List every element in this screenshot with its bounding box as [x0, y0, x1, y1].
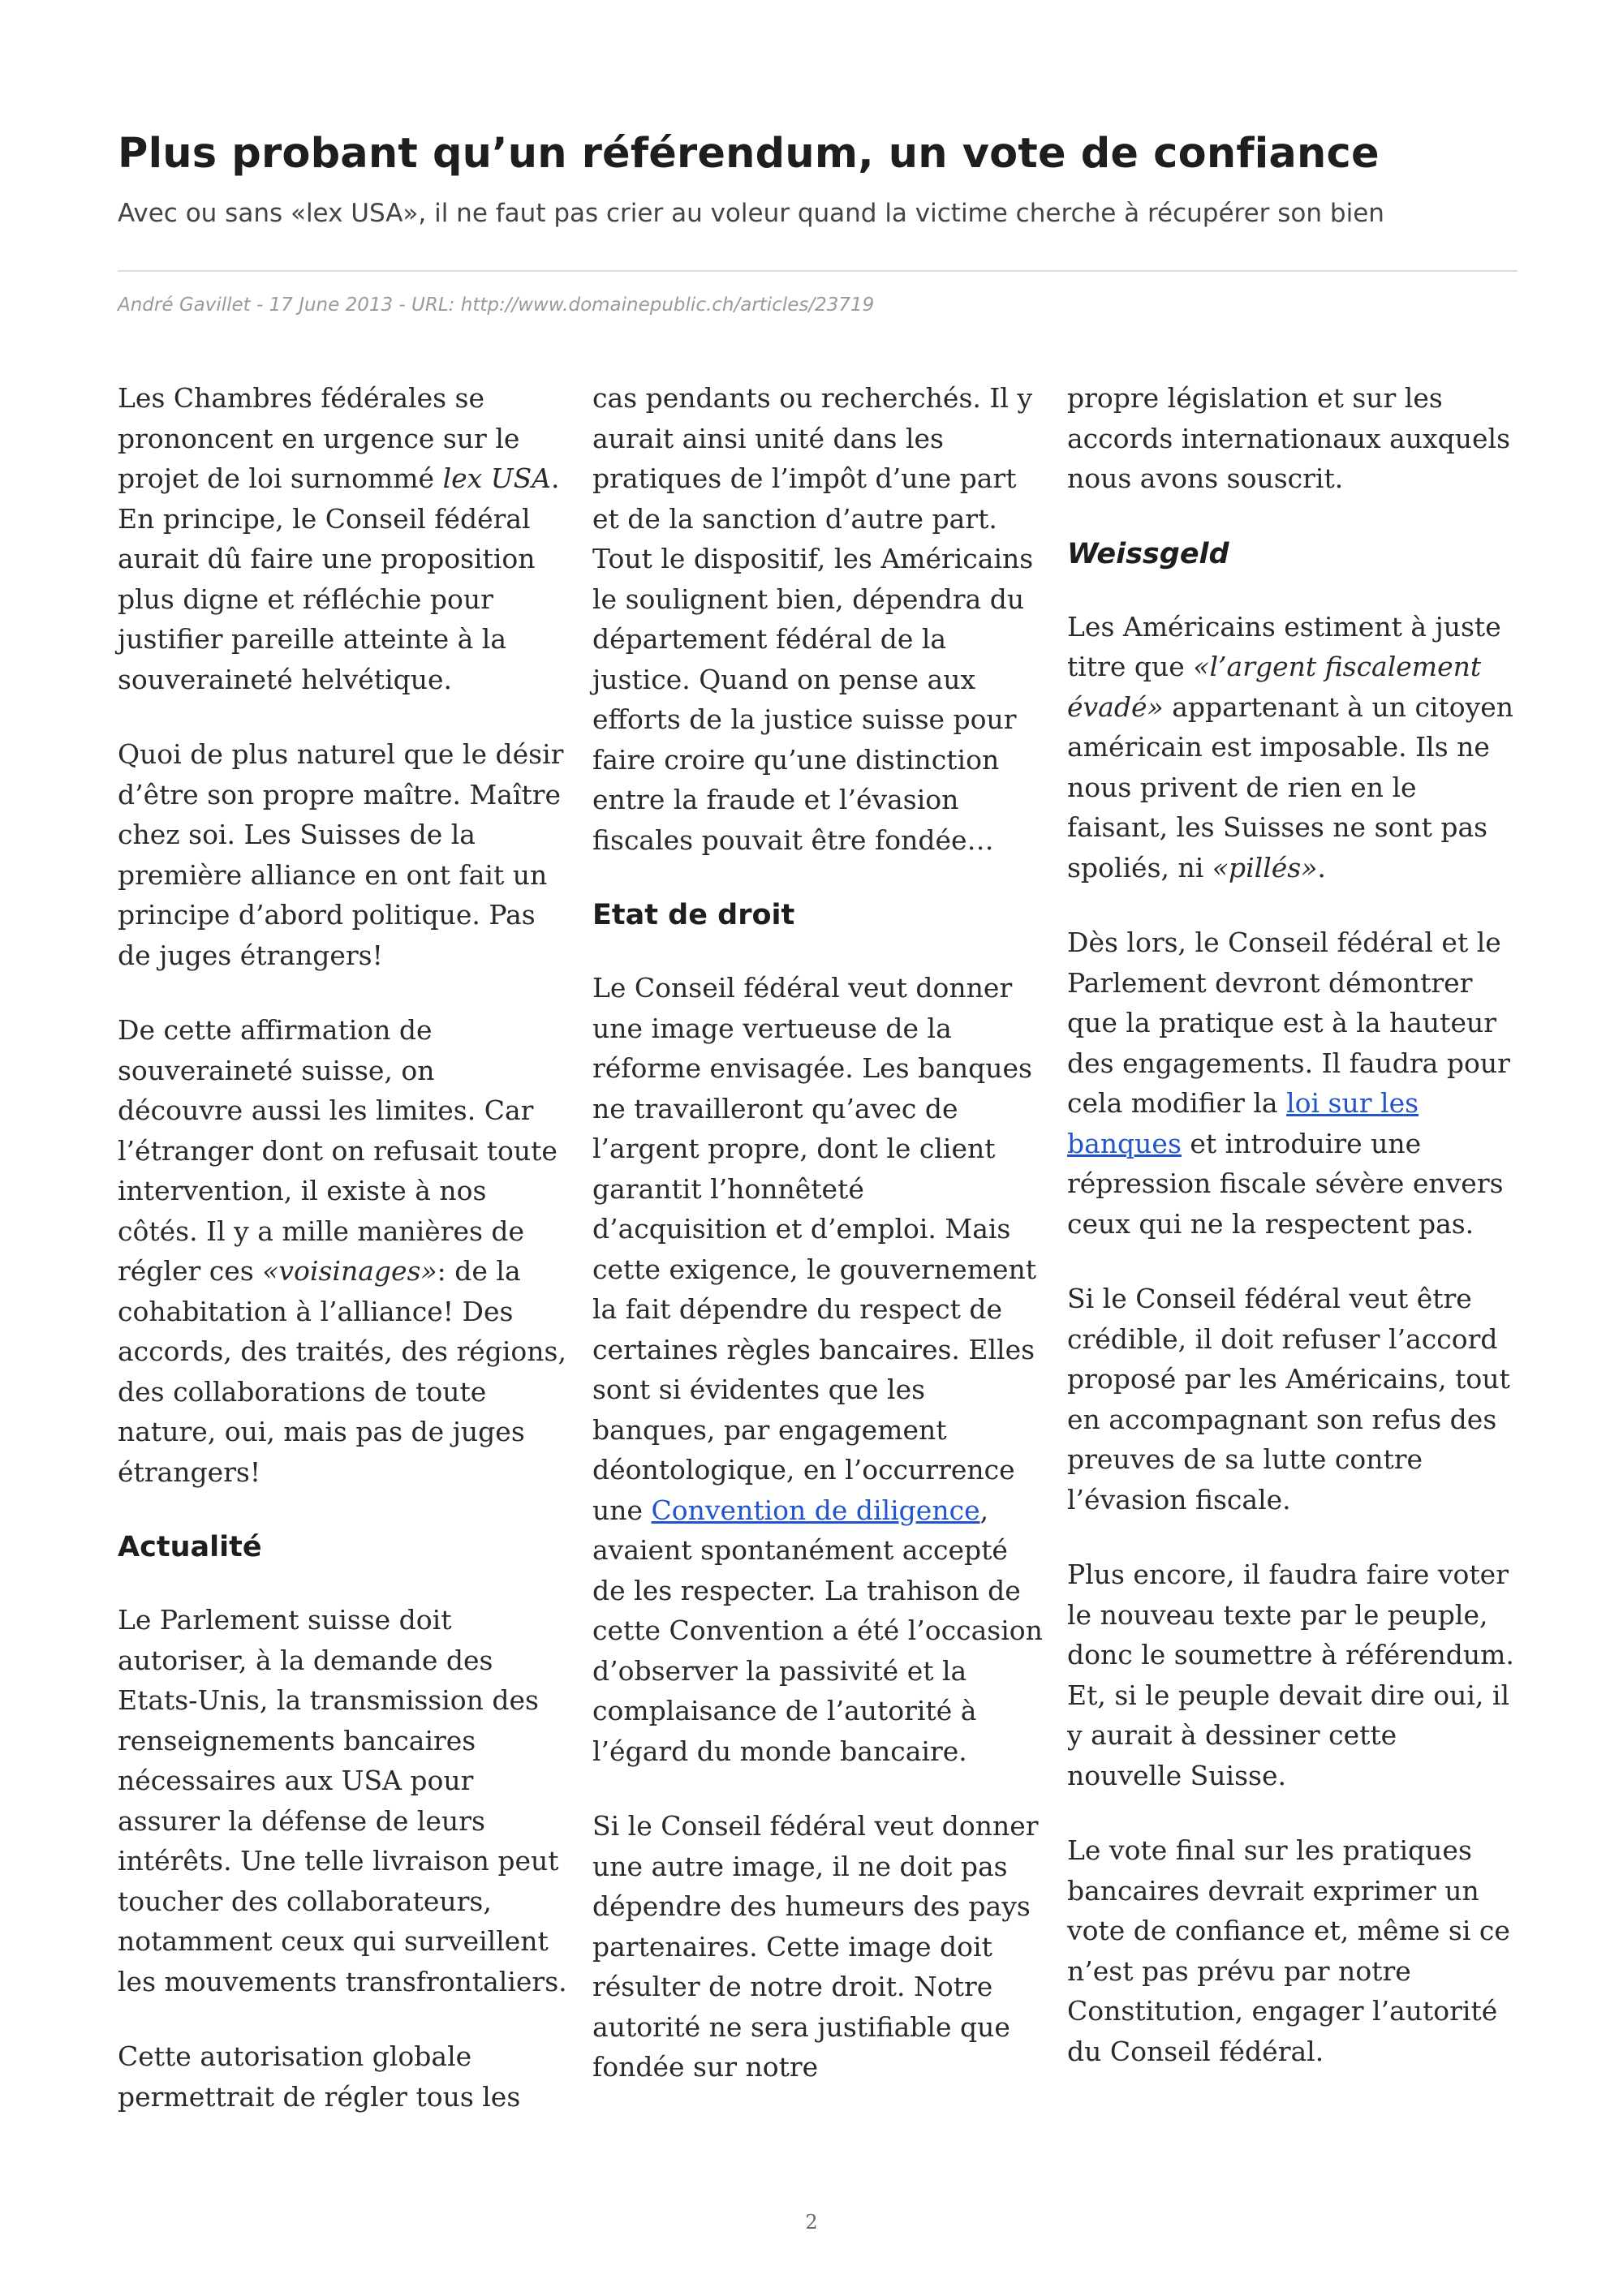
article-subtitle: Avec ou sans «lex USA», il ne faut pas crier au voleur quand la victime cherche à récupérer son bien	[118, 199, 1384, 228]
page-number: 2	[805, 2211, 818, 2234]
section-heading-weissgeld: Weissgeld	[1067, 537, 1229, 570]
column-2	[592, 378, 1043, 2152]
section-heading-actualite: Actualité	[118, 1531, 262, 1563]
section-heading-etat-de-droit: Etat de droit	[592, 899, 795, 931]
header-divider	[118, 270, 1518, 272]
paragraph: Les Américains estiment à juste titre que «l’argent fiscalement évadé» appartenant à un citoyen américain est imposable. Ils ne nous privent de rien en le faisant, les Suisses ne sont pas spoliés, ni «pillés».	[1067, 610, 1514, 884]
article-body	[118, 378, 1518, 2152]
paragraph: Quoi de plus naturel que le désir d’être son propre maître. Maître chez soi. Les Suisses de la première alliance en ont fait un principe d’abord politique. Pas de juges étrangers!	[118, 738, 564, 971]
paragraph: Cette autorisation globale permettrait de régler tous les	[118, 2040, 521, 2113]
emphasis: lex USA	[442, 462, 552, 494]
link-loi-sur-les-banques[interactable]: loi sur les banques	[1067, 1087, 1419, 1159]
emphasis: «voisinages»	[262, 1255, 437, 1287]
emphasis: «l’argent fiscalement évadé»	[1067, 651, 1482, 723]
paragraph: Dès lors, le Conseil fédéral et le Parlement devront démontrer que la pratique est à la hauteur des engagements. Il faudra pour cela modifier la loi sur les banques et introduire une répression fiscale sévère envers ceux qui ne la respectent pas.	[1067, 927, 1510, 1240]
paragraph: Plus encore, il faudra faire voter le nouveau texte par le peuple, donc le soumettre à référendum. Et, si le peuple devait dire oui, il y aurait à dessiner cette nouvelle Suisse.	[1067, 1559, 1514, 1791]
document-page	[118, 0, 1518, 2296]
paragraph: Le Parlement suisse doit autoriser, à la demande des Etats-Unis, la transmission des renseignements bancaires nécessaires aux USA pour assurer la défense de leurs intérêts. Une telle livraison peut toucher des collaborateurs, notamment ceux qui surveillent les mouvements transfrontaliers.	[118, 1604, 567, 1997]
paragraph: Les Chambres fédérales se prononcent en urgence sur le projet de loi surnommé lex USA. En principe, le Conseil fédéral aurait dû faire une proposition plus digne et réfléchie pour justifier pareille atteinte à la souveraineté helvétique.	[118, 382, 560, 695]
paragraph: Le vote final sur les pratiques bancaires devrait exprimer un vote de confiance et, même si ce n’est pas prévu par notre Constitution, engager l’autorité du Conseil fédéral.	[1067, 1834, 1510, 2067]
paragraph: propre législation et sur les accords internationaux auxquels nous avons souscrit.	[1067, 382, 1511, 494]
article-meta: André Gavillet - 17 June 2013 - URL: http://www.domainepublic.ch/articles/23719	[118, 295, 875, 316]
column-1	[118, 378, 568, 2152]
paragraph: Si le Conseil fédéral veut donner une autre image, il ne doit pas dépendre des humeurs des pays partenaires. Cette image doit résulter de notre droit. Notre autorité ne sera justifiable que fondée sur notre	[592, 1810, 1039, 2083]
paragraph: cas pendants ou recherchés. Il y aurait ainsi unité dans les pratiques de l’impôt d’une part et de la sanction d’autre part. Tout le dispositif, les Américains le soulignent bien, dépendra du département fédéral de la justice. Quand on pense aux efforts de la justice suisse pour faire croire qu’une distinction entre la fraude et l’évasion fiscales pouvait être fondée…	[592, 382, 1034, 856]
emphasis: «pillés»	[1212, 851, 1318, 884]
paragraph: De cette affirmation de souveraineté suisse, on découvre aussi les limites. Car l’étranger dont on refusait toute intervention, il existe à nos côtés. Il y a mille manières de régler ces «voisinages»: de la cohabitation à l’alliance! Des accords, des traités, des régions, des collaborations de toute nature, oui, mais pas de juges étrangers!	[118, 1014, 566, 1488]
column-3	[1067, 378, 1518, 2152]
article-title: Plus probant qu’un référendum, un vote de confiance	[118, 130, 1380, 178]
paragraph: Le Conseil fédéral veut donner une image vertueuse de la réforme envisagée. Les banques ne travailleront qu’avec de l’argent propre, dont le client garantit l’honnêteté d’acquisition et d’emploi. Mais cette exigence, le gouvernement la fait dépendre du respect de certaines règles bancaires. Elles sont si évidentes que les banques, par engagement déontologique, en l’occurrence une Convention de diligence, avaient spontanément accepté de les respecter. La trahison de cette Convention a été l’occasion d’observer la passivité et la complaisance de l’autorité à l’égard du monde bancaire.	[592, 972, 1043, 1767]
link-convention-de-diligence[interactable]: Convention de diligence	[651, 1494, 980, 1526]
paragraph: Si le Conseil fédéral veut être crédible, il doit refuser l’accord proposé par les Américains, tout en accompagnant son refus des preuves de sa lutte contre l’évasion fiscale.	[1067, 1283, 1510, 1516]
